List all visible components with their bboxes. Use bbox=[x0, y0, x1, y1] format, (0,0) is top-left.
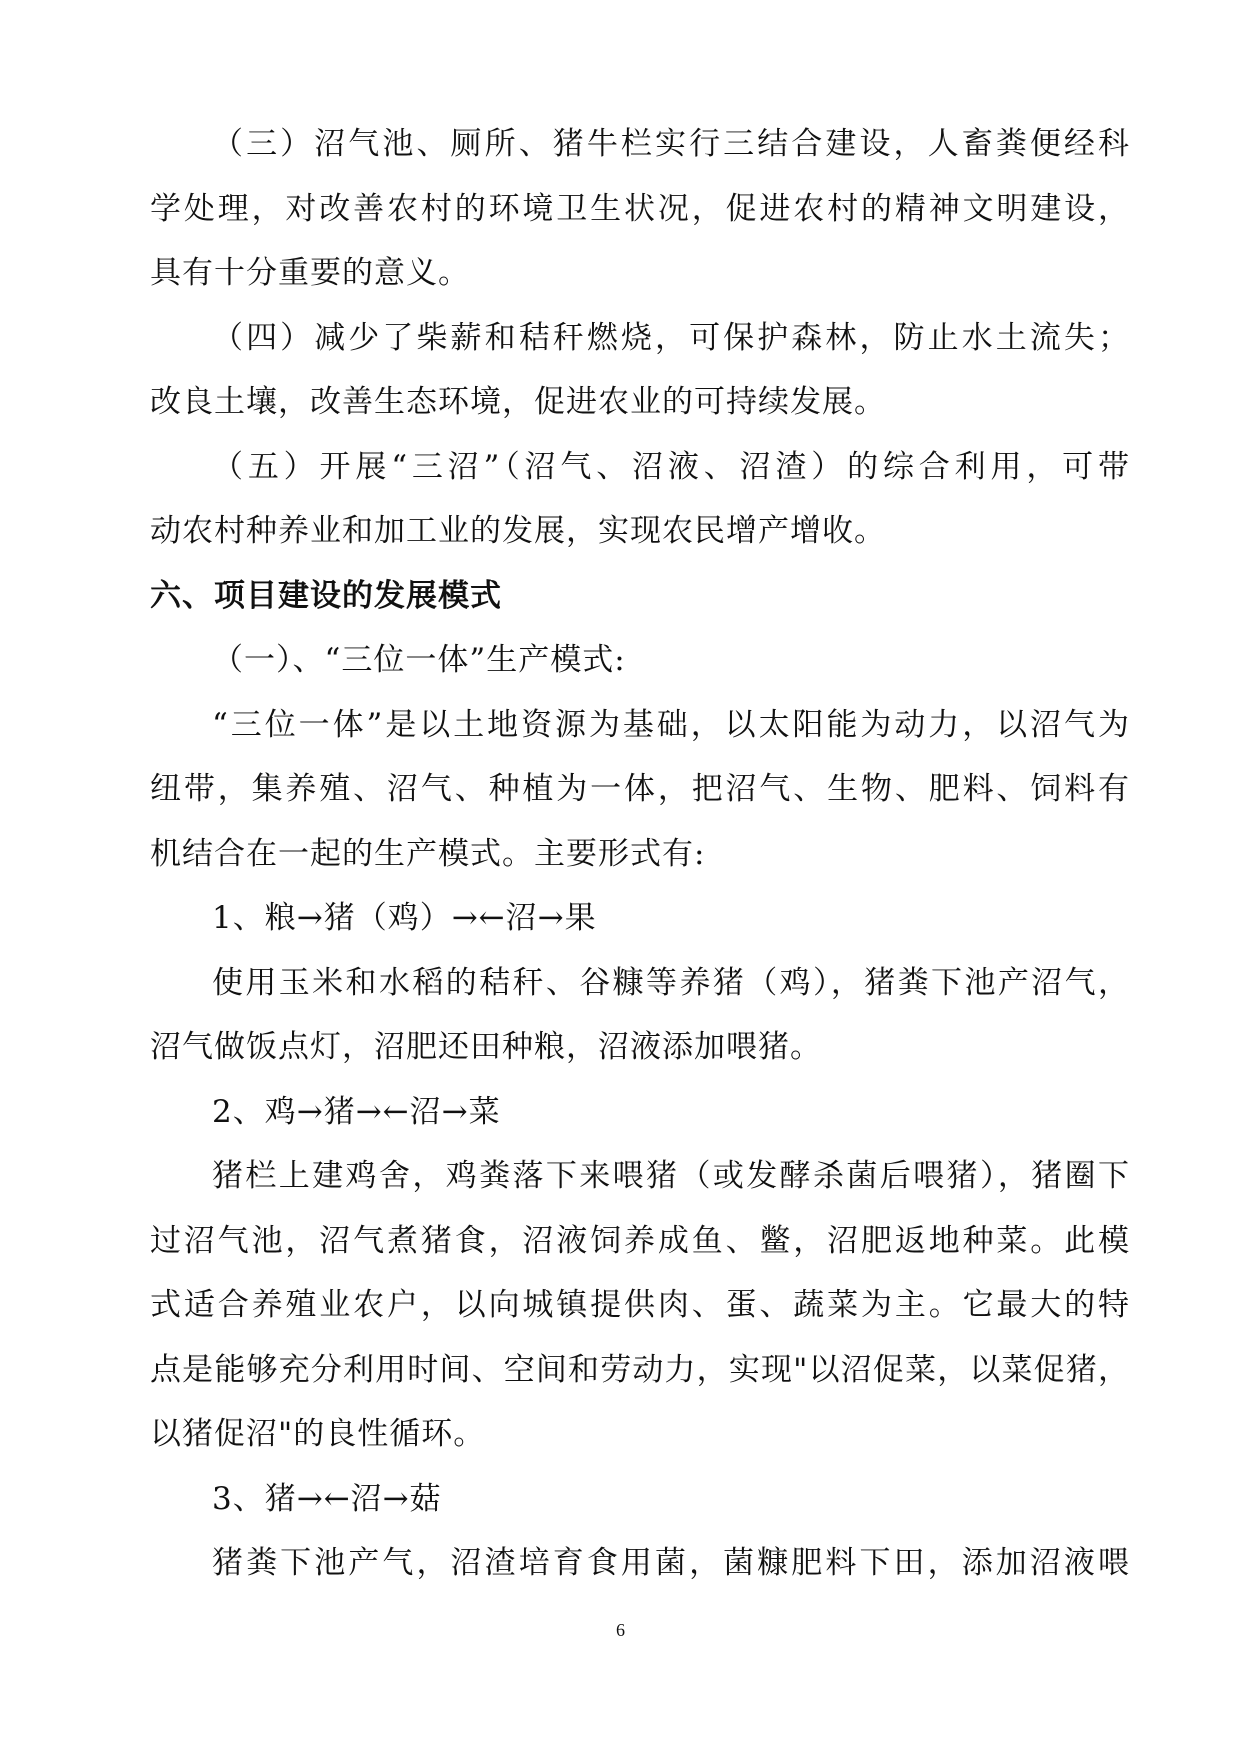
paragraph-line: （五）开展“三沼”（沼气、沼液、沼渣）的综合利用，可带 bbox=[212, 448, 1130, 485]
paragraph-line: 改良土壤，改善生态环境，促进农业的可持续发展。 bbox=[150, 384, 886, 420]
list-item-heading: 2、鸡→猪→←沼→菜 bbox=[212, 1093, 501, 1130]
paragraph-line: “三位一体”是以土地资源为基础，以太阳能为动力，以沼气为 bbox=[212, 706, 1130, 743]
paragraph-line: 使用玉米和水稻的秸秆、谷糠等养猪（鸡），猪粪下池产沼气， bbox=[212, 964, 1130, 1001]
paragraph-line: 过沼气池，沼气煮猪食，沼液饲养成鱼、鳖，沼肥返地种菜。此模 bbox=[150, 1222, 1130, 1259]
paragraph-line: 机结合在一起的生产模式。主要形式有: bbox=[150, 835, 706, 872]
paragraph-line: （三）沼气池、厕所、猪牛栏实行三结合建设，人畜粪便经科 bbox=[212, 126, 1130, 162]
paragraph-line: 动农村种养业和加工业的发展，实现农民增产增收。 bbox=[150, 513, 886, 549]
paragraph-line: 猪栏上建鸡舍，鸡粪落下来喂猪（或发酵杀菌后喂猪），猪圈下 bbox=[212, 1158, 1130, 1194]
paragraph-line: 以猪促沼"的良性循环。 bbox=[150, 1416, 486, 1452]
paragraph-line: 沼气做饭点灯，沼肥还田种粮，沼液添加喂猪。 bbox=[150, 1029, 822, 1065]
paragraph-line: 纽带，集养殖、沼气、种植为一体，把沼气、生物、肥料、饲料有 bbox=[150, 771, 1130, 807]
section-heading: 六、项目建设的发展模式 bbox=[150, 577, 502, 614]
paragraph-line: 猪粪下池产气，沼渣培育食用菌，菌糠肥料下田，添加沼液喂 bbox=[212, 1545, 1130, 1581]
paragraph-line: 学处理，对改善农村的环境卫生状况，促进农村的精神文明建设， bbox=[150, 190, 1130, 227]
paragraph-line: （四）减少了柴薪和秸秆燃烧，可保护森林，防止水土流失； bbox=[212, 319, 1130, 356]
list-item-heading: 3、猪→←沼→菇 bbox=[212, 1480, 442, 1517]
subsection-heading: （一）、“三位一体”生产模式: bbox=[212, 642, 626, 678]
page-number: 6 bbox=[616, 1620, 625, 1640]
paragraph-line: 点是能够充分利用时间、空间和劳动力，实现"以沼促菜，以菜促猪， bbox=[150, 1351, 1130, 1388]
paragraph-line: 具有十分重要的意义。 bbox=[150, 255, 470, 291]
list-item-heading: 1、粮→猪（鸡）→←沼→果 bbox=[212, 900, 597, 936]
document-body bbox=[150, 112, 1130, 1596]
paragraph-line: 式适合养殖业农户，以向城镇提供肉、蛋、蔬菜为主。它最大的特 bbox=[150, 1287, 1130, 1323]
